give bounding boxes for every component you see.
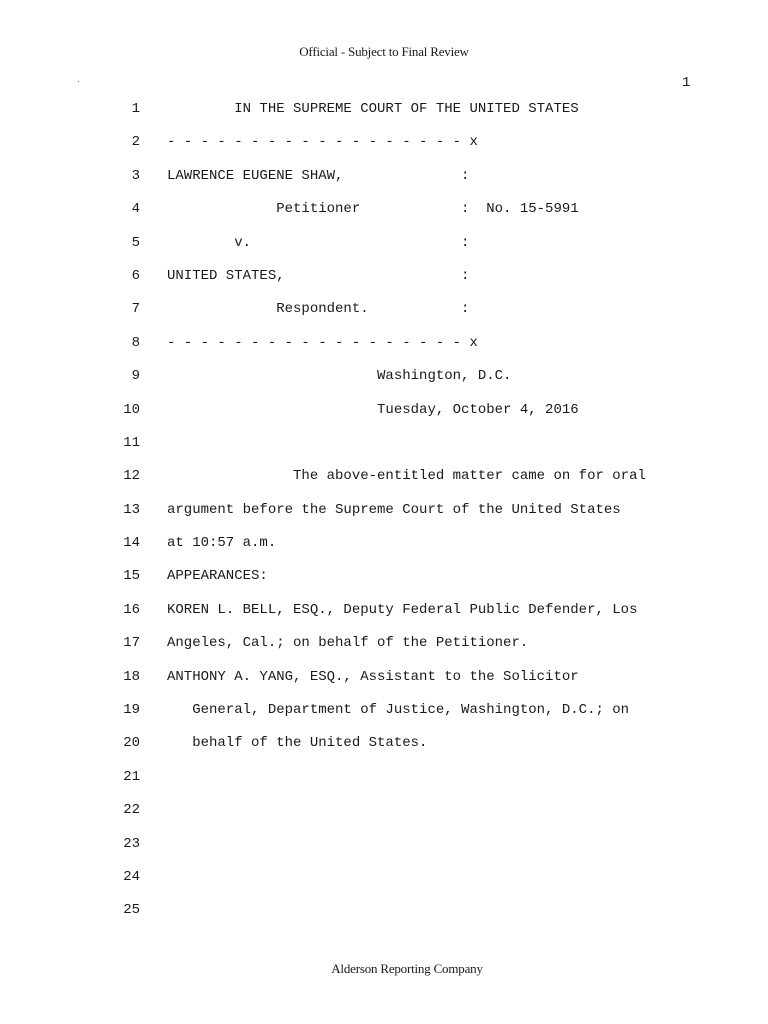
transcript-line xyxy=(0,568,768,601)
line-number: 24 xyxy=(123,868,140,885)
line-number: 8 xyxy=(131,334,140,351)
corner-mark: . xyxy=(76,76,81,85)
line-text: KOREN L. BELL, ESQ., Deputy Federal Public Defender, Los xyxy=(167,601,638,618)
transcript-line xyxy=(0,902,768,935)
transcript-line xyxy=(0,836,768,869)
transcript-line xyxy=(0,201,768,234)
line-text: APPEARANCES: xyxy=(167,568,268,585)
line-number: 20 xyxy=(123,735,140,752)
transcript-line xyxy=(0,368,768,401)
line-text: Tuesday, October 4, 2016 xyxy=(167,401,579,418)
line-text: - - - - - - - - - - - - - - - - - - x xyxy=(167,334,478,351)
line-text: UNITED STATES, : xyxy=(167,267,470,284)
line-number: 6 xyxy=(131,267,140,284)
transcript-line xyxy=(0,669,768,702)
transcript-line xyxy=(0,535,768,568)
line-number: 3 xyxy=(131,167,140,184)
line-number: 9 xyxy=(131,368,140,385)
transcript-line xyxy=(0,735,768,768)
transcript-line xyxy=(0,635,768,668)
line-number: 18 xyxy=(123,668,140,685)
line-text: Petitioner : No. 15-5991 xyxy=(167,201,579,218)
transcript-line xyxy=(0,468,768,501)
transcript-body xyxy=(0,101,768,936)
line-number: 19 xyxy=(123,702,140,719)
line-number: 1 xyxy=(131,101,140,117)
transcript-line xyxy=(0,101,768,134)
line-text: IN THE SUPREME COURT OF THE UNITED STATES xyxy=(167,101,579,117)
transcript-line xyxy=(0,301,768,334)
transcript-line xyxy=(0,335,768,368)
transcript-line xyxy=(0,435,768,468)
page-number: 1 xyxy=(682,75,691,91)
line-text: - - - - - - - - - - - - - - - - - - x xyxy=(167,134,478,151)
line-text: behalf of the United States. xyxy=(167,735,428,752)
line-number: 7 xyxy=(131,301,140,318)
line-number: 11 xyxy=(123,434,140,451)
transcript-line xyxy=(0,602,768,635)
line-number: 16 xyxy=(123,601,140,618)
transcript-line xyxy=(0,802,768,835)
transcript-line xyxy=(0,268,768,301)
transcript-line xyxy=(0,168,768,201)
line-text: v. : xyxy=(167,234,470,251)
transcript-line xyxy=(0,235,768,268)
line-text: LAWRENCE EUGENE SHAW, : xyxy=(167,167,470,184)
line-text: The above-entitled matter came on for oral xyxy=(167,468,646,485)
line-text: General, Department of Justice, Washington, D.C.; on xyxy=(167,702,630,719)
line-number: 2 xyxy=(131,134,140,151)
line-number: 17 xyxy=(123,635,140,652)
line-number: 5 xyxy=(131,234,140,251)
transcript-line xyxy=(0,702,768,735)
line-text: argument before the Supreme Court of the United States xyxy=(167,501,621,518)
line-number: 10 xyxy=(123,401,140,418)
transcript-line xyxy=(0,869,768,902)
line-text: ANTHONY A. YANG, ESQ., Assistant to the Solicitor xyxy=(167,668,579,685)
transcript-line xyxy=(0,769,768,802)
line-number: 4 xyxy=(131,201,140,218)
line-text: at 10:57 a.m. xyxy=(167,535,277,552)
line-number: 21 xyxy=(123,768,140,785)
line-number: 23 xyxy=(123,835,140,852)
line-number: 12 xyxy=(123,468,140,485)
line-number: 25 xyxy=(123,902,140,919)
line-number: 14 xyxy=(123,535,140,552)
line-number: 13 xyxy=(123,501,140,518)
line-text: Respondent. : xyxy=(167,301,470,318)
line-text: Angeles, Cal.; on behalf of the Petitioner. xyxy=(167,635,529,652)
transcript-line xyxy=(0,134,768,167)
line-number: 15 xyxy=(123,568,140,585)
transcript-line xyxy=(0,402,768,435)
page-footer: Alderson Reporting Company xyxy=(331,961,483,976)
line-text: Washington, D.C. xyxy=(167,368,512,385)
line-number: 22 xyxy=(123,802,140,819)
page-header: Official - Subject to Final Review xyxy=(299,44,469,59)
transcript-line xyxy=(0,502,768,535)
